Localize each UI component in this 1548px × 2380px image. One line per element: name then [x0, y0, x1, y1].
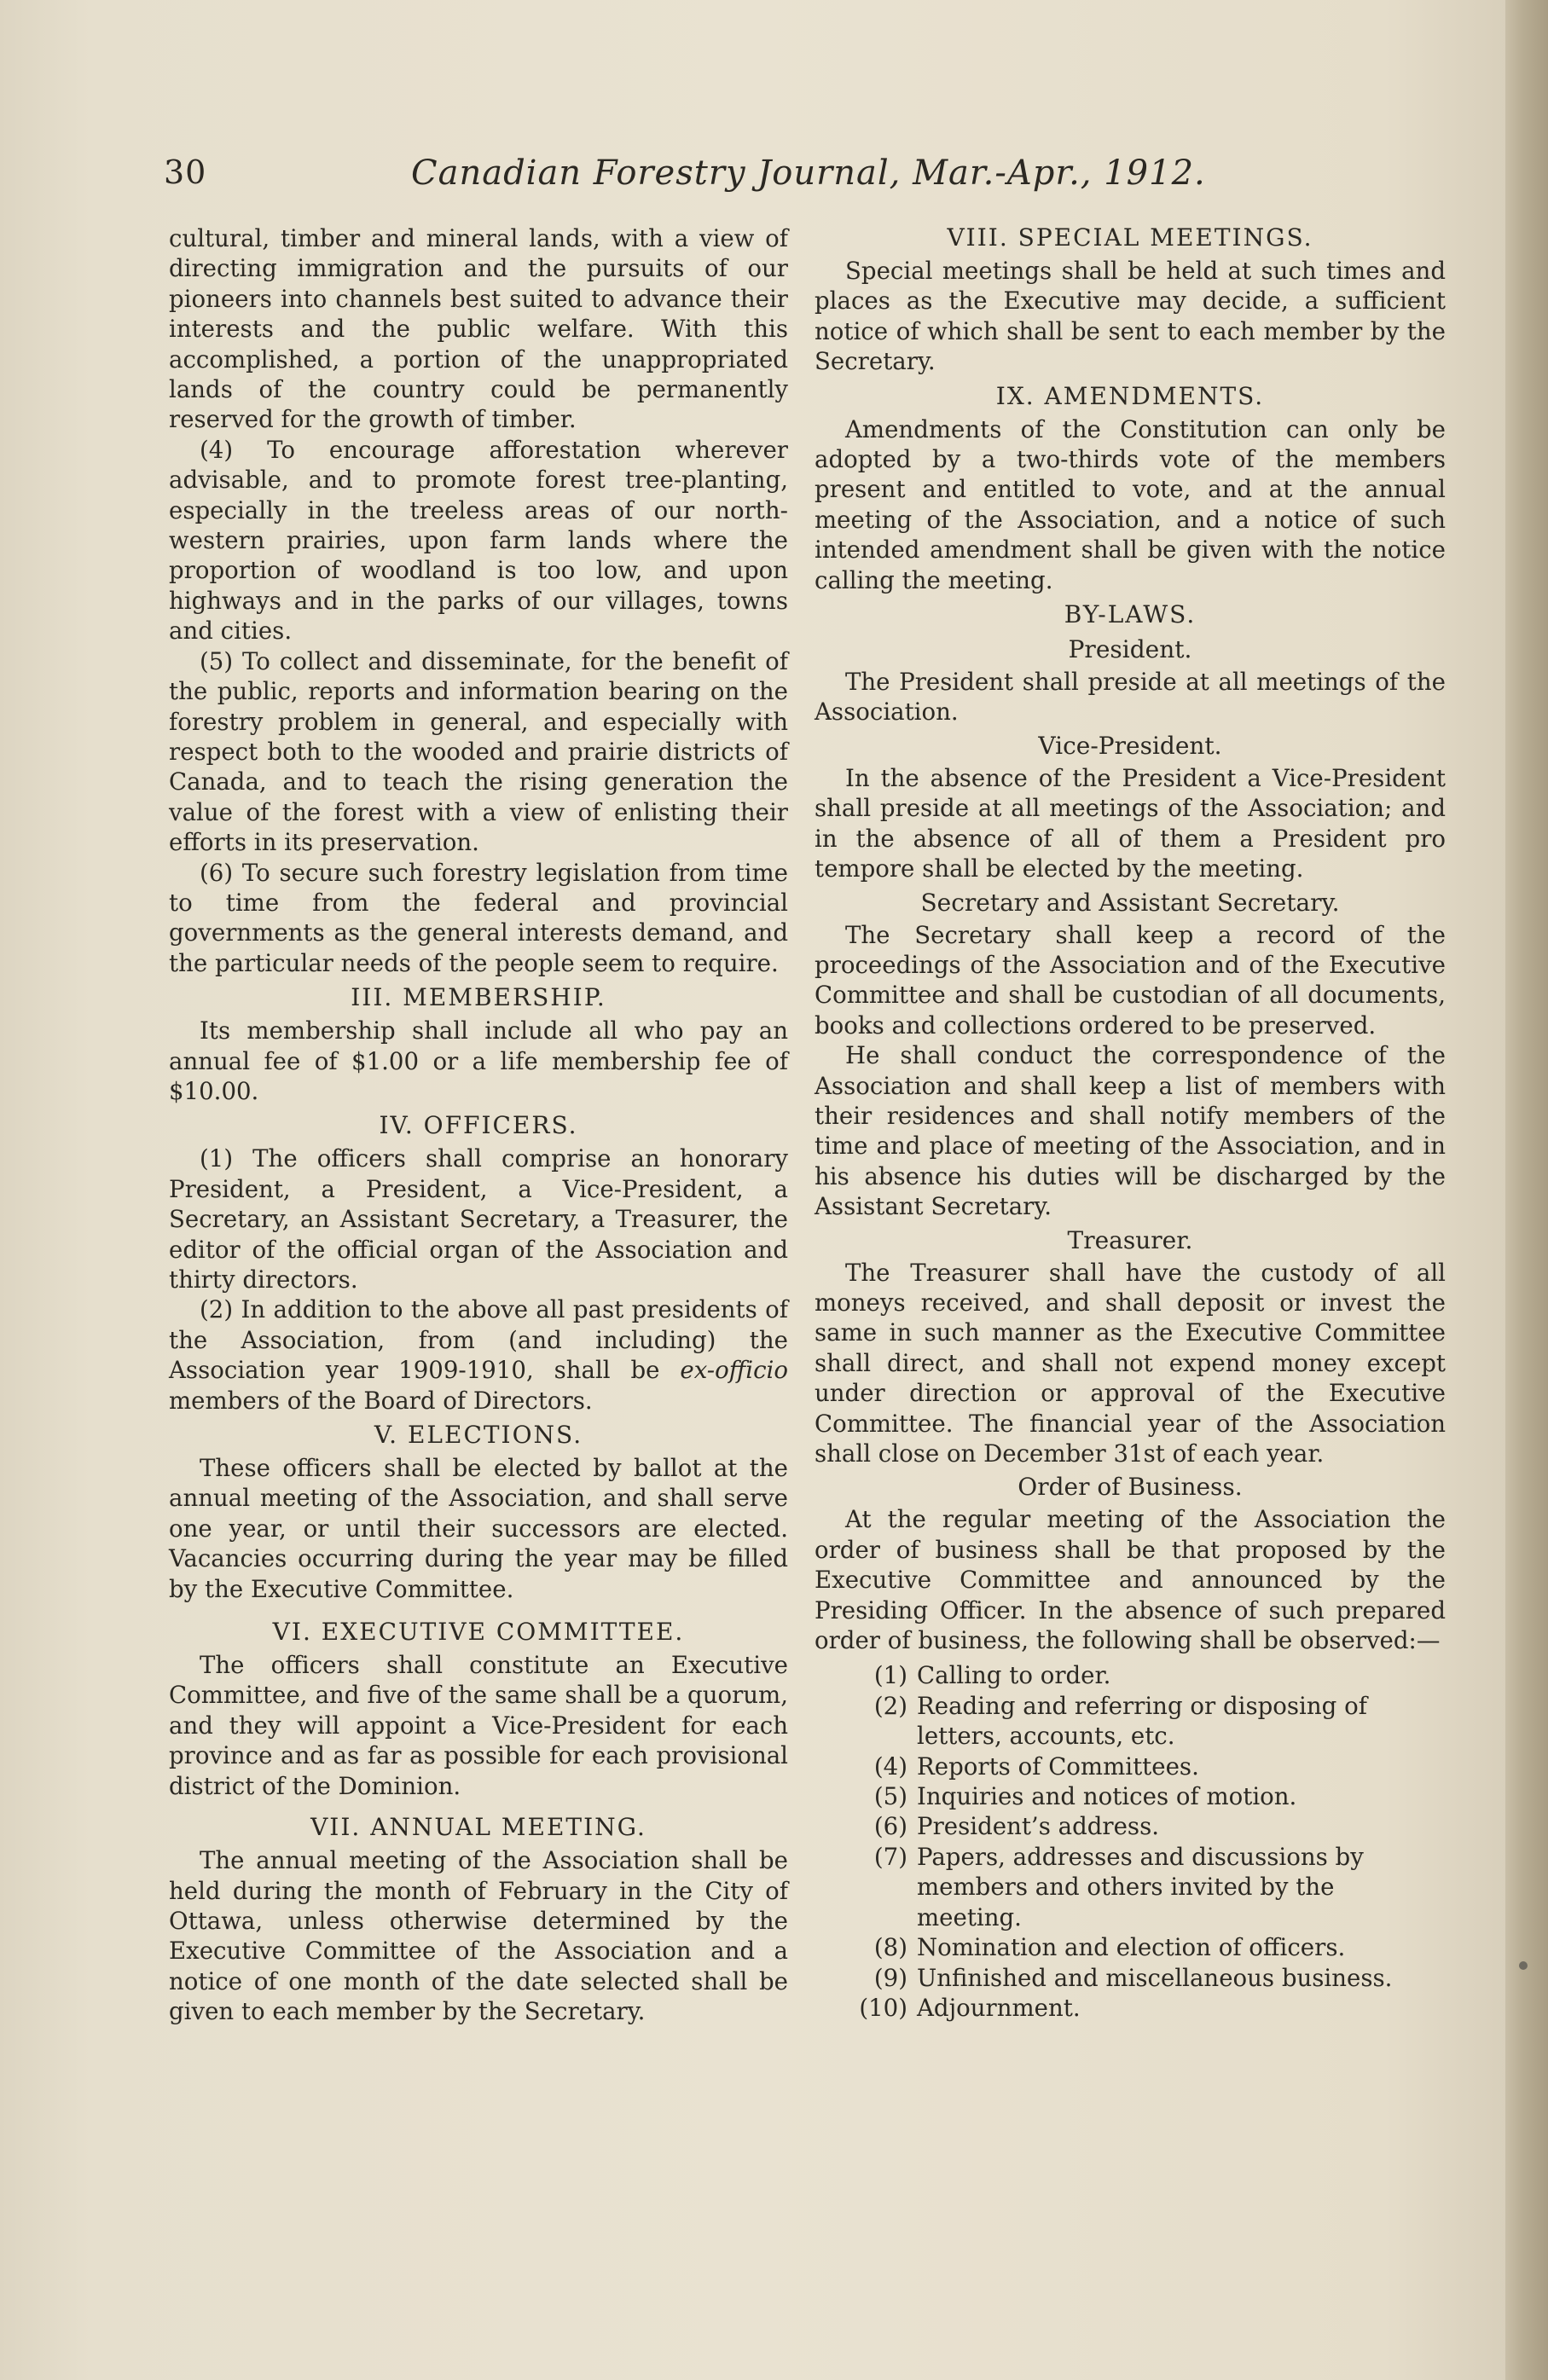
- subheading-president: President.: [1068, 635, 1192, 664]
- heading-special-meetings: VIII. SPECIAL MEETINGS.: [947, 223, 1313, 252]
- list-item-number: (7): [873, 1842, 907, 1871]
- list-item-number: (2): [873, 1691, 907, 1720]
- list-item-number: (10): [859, 1993, 907, 2022]
- list-item-text: Reports of Committees.: [917, 1752, 1199, 1781]
- page-header: [164, 153, 1206, 205]
- subheading-order-of-business: Order of Business.: [1018, 1473, 1243, 1502]
- paragraph-amendments: Amendments of the Constitution can only be adopted by a two-thirds vote of the members present and entitled to vote, and at the annual meeting of the Association, and a notice of such intended amendment shall be given with the notice calling the meeting.: [815, 414, 1446, 594]
- list-item: [815, 1752, 1446, 1781]
- paragraph-order-of-business: At the regular meeting of the Association the order of business shall be that proposed by the Executive Committee and announced by the Presiding Officer. In the absence of such prepared order of business, the following shall be observed:—: [815, 1505, 1446, 1655]
- paragraph-intro: cultural, timber and mineral lands, with a view of directing immigration and the pursuits of our pioneers into channels best suited to advance their interests and the public welfare. With this accomplished, a portion of the unappropriated lands of the country could be permanently reserved for the growth of timber.: [169, 224, 788, 434]
- left-column: [169, 223, 788, 2027]
- paragraph-secretary-2: He shall conduct the correspondence of the Association and shall keep a list of members with their residences and shall notify members of the time and place of meeting of the Association, and in his absence his duties will be discharged by the Assistant Secretary.: [815, 1041, 1446, 1221]
- heading-amendments: IX. AMENDMENTS.: [995, 381, 1265, 410]
- list-item-number: (9): [873, 1963, 907, 1992]
- list-item-text: Papers, addresses and discussions by members and others invited by the meeting.: [917, 1842, 1364, 1931]
- heading-elections: V. ELECTIONS.: [374, 1421, 583, 1450]
- list-item-text: Nomination and election of officers.: [917, 1933, 1346, 1962]
- list-item: [815, 1811, 1446, 1841]
- paragraph-secretary-1: The Secretary shall keep a record of the proceedings of the Association and of the Executive Committee and shall be custodian of all documents, books and collections ordered to be preserved.: [815, 920, 1446, 1039]
- list-item: [815, 1660, 1446, 1690]
- paragraph-annual-meeting: The annual meeting of the Association shall be held during the month of February in the City of Ottawa, unless otherwise determined by the Executive Committee of the Association and a notice of one month of the date selected shall be given to each member by the Secretary.: [169, 1846, 788, 2026]
- paragraph-officers-2: [169, 1294, 788, 1416]
- paragraph-treasurer: The Treasurer shall have the custody of all moneys received, and shall deposit or invest the same in such manner as the Executive Committee shall direct, and shall not expend money except under direction or approval of the Executive Committee. The financial year of the Association shall close on December 31st of each year.: [815, 1258, 1446, 1468]
- paragraph-objective-5: (5) To collect and disseminate, for the benefit of the public, reports and information bearing on the forestry problem in general, and especially with respect both to the wooded and prairie districts of Canada, and to teach the rising generation the value of the forest with a view of enlisting their efforts in its preservation.: [169, 646, 788, 857]
- running-title: Canadian Forestry Journal, Mar.-Apr., 1912.: [411, 153, 1206, 193]
- page-edge: [1505, 0, 1548, 2380]
- heading-by-laws: BY-LAWS.: [1064, 600, 1197, 629]
- list-item-number: (6): [873, 1812, 907, 1841]
- list-item-number: (8): [873, 1933, 907, 1962]
- list-item: [815, 1932, 1446, 1962]
- list-item-number: (1): [873, 1661, 907, 1690]
- list-item: [815, 1781, 1446, 1811]
- list-item-text: Adjournment.: [917, 1993, 1081, 2022]
- heading-membership: III. MEMBERSHIP.: [351, 983, 606, 1012]
- officers-2-text-b: members of the Board of Directors.: [169, 1386, 593, 1415]
- paragraph-special-meetings: Special meetings shall be held at such times and places as the Executive may decide, a sufficient notice of which shall be sent to each member by the Secretary.: [815, 257, 1446, 376]
- subheading-secretary: Secretary and Assistant Secretary.: [920, 888, 1340, 917]
- list-item-text: Calling to order.: [917, 1661, 1111, 1690]
- paragraph-vice-president: In the absence of the President a Vice-President shall preside at all meetings of the Association; and in the absence of all of them a President pro tempore shall be elected by the meeting.: [815, 763, 1446, 883]
- paragraph-officers-1: (1) The officers shall comprise an honorary President, a President, a Vice-President, a Secretary, an Assistant Secretary, a Treasurer, the editor of the official organ of the Association and thirty directors.: [169, 1144, 788, 1294]
- list-item-text: Unfinished and miscellaneous business.: [917, 1963, 1393, 1992]
- paragraph-objective-4: (4) To encourage afforestation wherever advisable, and to promote forest tree-planting, especially in the treeless areas of our north-western prairies, upon farm lands where the proportion of woodland is too low, and upon highways and in the parks of our villages, towns and cities.: [169, 435, 788, 646]
- list-item-text: Inquiries and notices of motion.: [917, 1782, 1297, 1811]
- paragraph-membership: Its membership shall include all who pay an annual fee of $1.00 or a life membership fee of $10.00.: [169, 1016, 788, 1105]
- list-item-number: (5): [873, 1782, 907, 1811]
- right-column: [815, 218, 1446, 2023]
- list-item: [815, 1963, 1446, 1993]
- heading-officers: IV. OFFICERS.: [379, 1111, 578, 1140]
- paragraph-president: The President shall preside at all meetings of the Association.: [815, 668, 1446, 727]
- subheading-treasurer: Treasurer.: [1067, 1225, 1193, 1254]
- heading-executive-committee: VI. EXECUTIVE COMMITTEE.: [272, 1618, 685, 1647]
- list-item-number: (4): [873, 1752, 907, 1781]
- subheading-vice-president: Vice-President.: [1038, 731, 1222, 760]
- list-item-text: President’s address.: [917, 1812, 1160, 1841]
- list-item: [815, 1691, 1446, 1752]
- paragraph-objective-6: (6) To secure such forestry legislation from time to time from the federal and provincial governments as the general interests demand, and the particular needs of the people seem to require.: [169, 858, 788, 977]
- list-item-text: Reading and referring or disposing of letters, accounts, etc.: [917, 1691, 1367, 1751]
- officers-2-ex-officio: ex-officio: [680, 1356, 788, 1385]
- paragraph-executive-committee: The officers shall constitute an Executive Committee, and five of the same shall be a quorum, and they will appoint a Vice-President for each province and as far as possible for each provisional district of the Dominion.: [169, 1651, 788, 1800]
- page-number: 30: [164, 153, 207, 191]
- order-of-business-list: [815, 1660, 1446, 2023]
- heading-annual-meeting: VII. ANNUAL MEETING.: [310, 1813, 646, 1842]
- ink-speck: [1519, 1961, 1528, 1970]
- list-item: [815, 1842, 1446, 1932]
- list-item: [815, 1993, 1446, 2023]
- officers-2-text-a: (2) In addition to the above all past presidents of the Association, from (and including) the Association year 1909-1910, shall be: [169, 1295, 788, 1385]
- paragraph-elections: These officers shall be elected by ballot at the annual meeting of the Association, and shall serve one year, or until their successors are elected. Vacancies occurring during the year may be filled by the Executive Committee.: [169, 1454, 788, 1603]
